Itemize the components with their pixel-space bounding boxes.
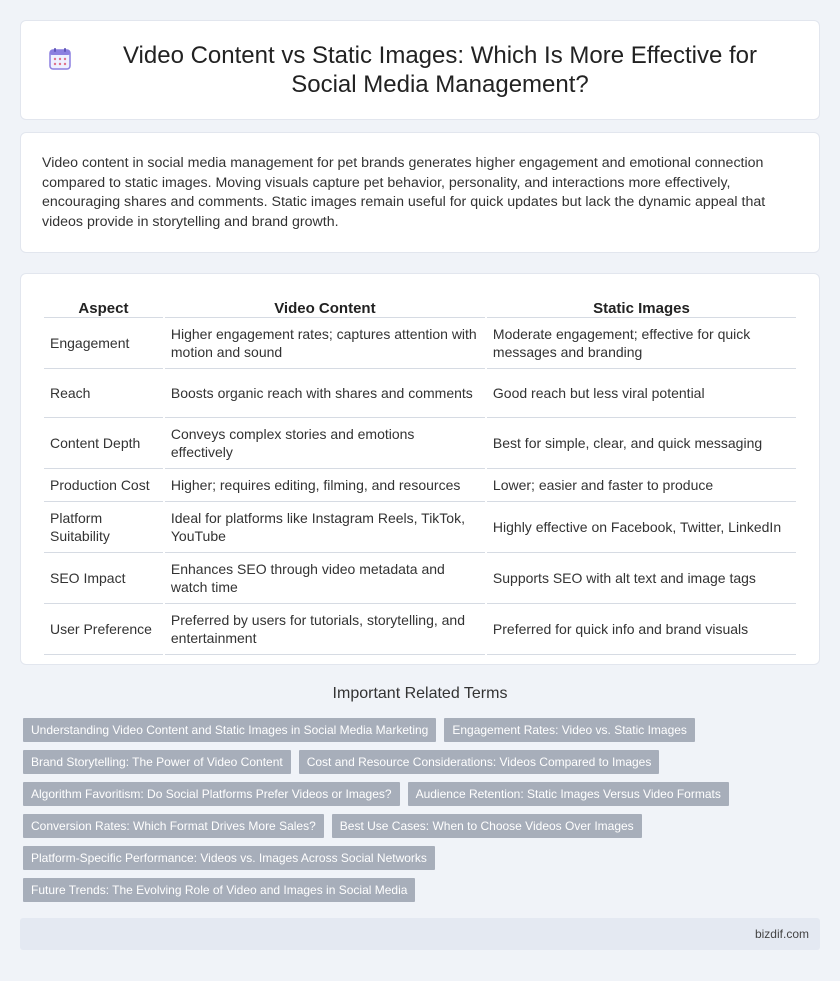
related-term-tag[interactable]: Understanding Video Content and Static Images in Social Media Marketing — [23, 718, 436, 742]
cell-static: Best for simple, clear, and quick messaging — [487, 418, 796, 469]
cell-static: Preferred for quick info and brand visuals — [487, 604, 796, 655]
cell-static: Moderate engagement; effective for quick messages and branding — [487, 318, 796, 369]
intro-card — [20, 132, 820, 253]
related-term-tag[interactable]: Audience Retention: Static Images Versus Video Formats — [408, 782, 729, 806]
related-term-tag[interactable]: Brand Storytelling: The Power of Video Content — [23, 750, 291, 774]
cell-video: Preferred by users for tutorials, storytelling, and entertainment — [165, 604, 485, 655]
cell-static: Good reach but less viral potential — [487, 369, 796, 418]
table-row — [44, 553, 796, 604]
comparison-table-card — [20, 273, 820, 665]
cell-static: Highly effective on Facebook, Twitter, LinkedIn — [487, 502, 796, 553]
cell-video: Higher engagement rates; captures attention with motion and sound — [165, 318, 485, 369]
page-title: Video Content vs Static Images: Which Is More Effective for Social Media Management? — [122, 42, 758, 98]
footer-site-link[interactable]: bizdif.com — [754, 927, 809, 941]
cell-video: Ideal for platforms like Instagram Reels, TikTok, YouTube — [165, 502, 485, 553]
related-term-tag[interactable]: Best Use Cases: When to Choose Videos Over Images — [332, 814, 642, 838]
footer — [20, 918, 820, 950]
cell-aspect: Content Depth — [44, 418, 163, 469]
header-static-images: Static Images — [487, 296, 796, 318]
cell-video: Conveys complex stories and emotions effectively — [165, 418, 485, 469]
table-row — [44, 369, 796, 418]
related-term-tag[interactable]: Engagement Rates: Video vs. Static Images — [444, 718, 695, 742]
table-row — [44, 469, 796, 502]
table-row — [44, 318, 796, 369]
related-terms-list — [23, 718, 803, 910]
related-term-tag[interactable]: Future Trends: The Evolving Role of Video and Images in Social Media — [23, 878, 415, 902]
table-row — [44, 502, 796, 553]
comparison-table — [42, 296, 798, 655]
cell-aspect: Platform Suitability — [44, 502, 163, 553]
cell-aspect: Reach — [44, 369, 163, 418]
cell-static: Lower; easier and faster to produce — [487, 469, 796, 502]
table-row — [44, 418, 796, 469]
cell-video: Enhances SEO through video metadata and watch time — [165, 553, 485, 604]
intro-paragraph: Video content in social media management for pet brands generates higher engagement and emotional connection compared to static images. Moving visuals capture pet behavior, personality, and interactions more effectively, encouraging shares and comments. Static images remain useful for quick updates but lack the dynamic appeal that videos provide in storytelling and brand growth. — [42, 155, 766, 230]
related-term-tag[interactable]: Platform-Specific Performance: Videos vs. Images Across Social Networks — [23, 846, 435, 870]
title-card — [20, 20, 820, 120]
related-term-tag[interactable]: Algorithm Favoritism: Do Social Platforms Prefer Videos or Images? — [23, 782, 400, 806]
related-term-tag[interactable]: Conversion Rates: Which Format Drives More Sales? — [23, 814, 324, 838]
table-row — [44, 604, 796, 655]
cell-aspect: Engagement — [44, 318, 163, 369]
cell-aspect: SEO Impact — [44, 553, 163, 604]
cell-aspect: User Preference — [44, 604, 163, 655]
related-term-tag[interactable]: Cost and Resource Considerations: Videos Compared to Images — [299, 750, 660, 774]
related-terms-heading: Important Related Terms — [332, 685, 508, 702]
cell-aspect: Production Cost — [44, 469, 163, 502]
cell-video: Boosts organic reach with shares and comments — [165, 369, 485, 418]
cell-static: Supports SEO with alt text and image tags — [487, 553, 796, 604]
header-video-content: Video Content — [165, 296, 485, 318]
cell-video: Higher; requires editing, filming, and resources — [165, 469, 485, 502]
header-aspect: Aspect — [44, 296, 163, 318]
